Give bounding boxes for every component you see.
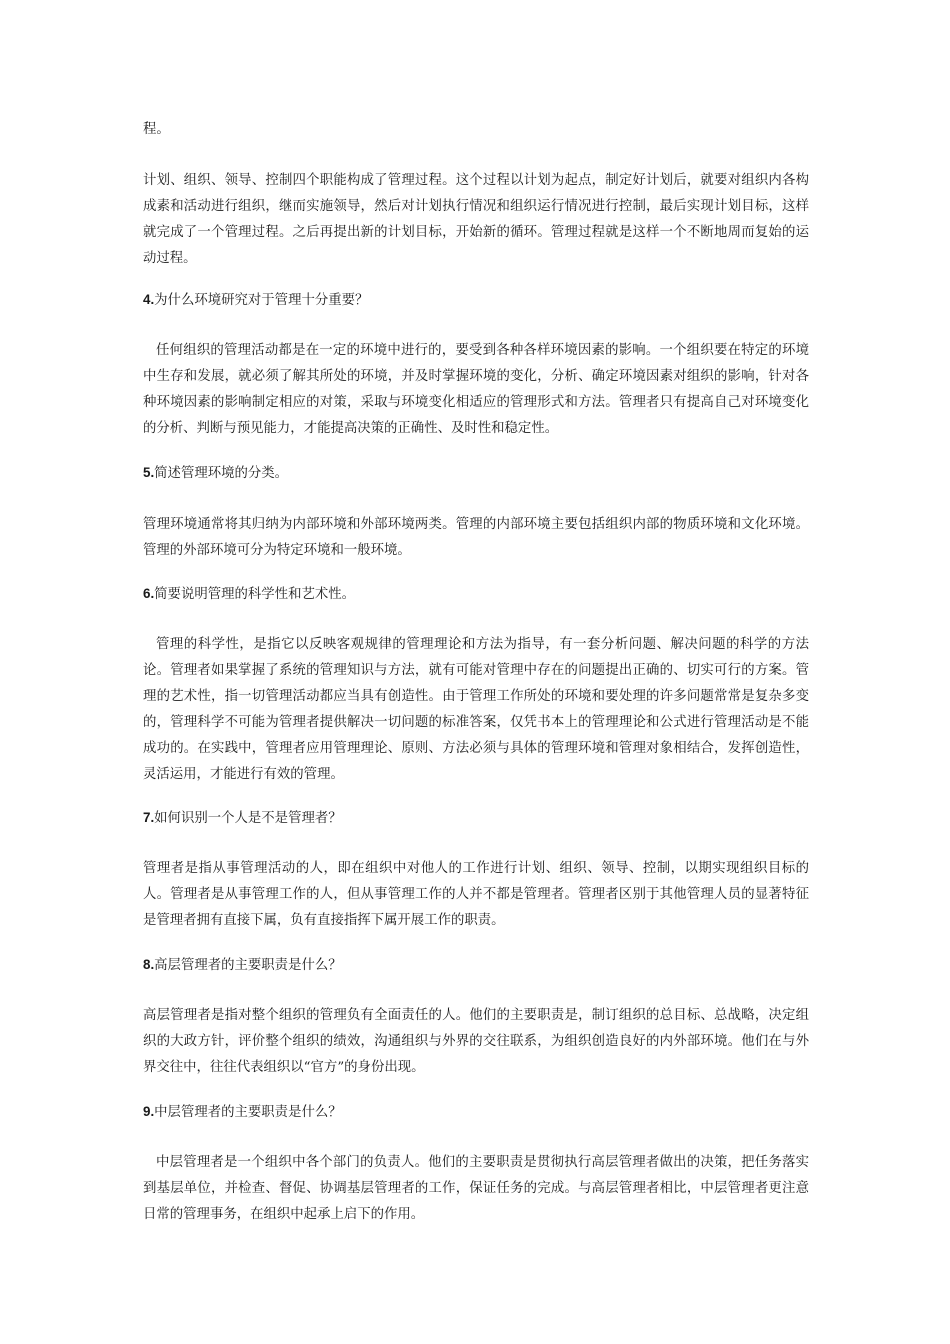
- answer-5-paragraph: 管理环境通常将其归纳为内部环境和外部环境两类。管理的内部环境主要包括组织内部的物质环境和文化环境。管理的外部环境可分为特定环境和一般环境。: [143, 517, 809, 558]
- answer-4-paragraph: 任何组织的管理活动都是在一定的环境中进行的，要受到各种各样环境因素的影响。一个组织要在特定的环境中生存和发展，就必须了解其所处的环境，并及时掌握环境的变化，分析、确定环境因素对组织的影响，针对各种环境因素的影响制定相应的对策，采取与环境变化相适应的管理形式和方法。管理者只有提高自己对环境变化的分析、判断与预见能力，才能提高决策的正确性、及时性和稳定性。: [143, 343, 809, 436]
- question-number: 9.: [143, 1104, 155, 1119]
- question-text: 如何识别一个人是不是管理者？: [154, 811, 342, 826]
- question-7-heading: [143, 805, 809, 832]
- question-text: 高层管理者的主要职责是什么？: [154, 958, 342, 973]
- answer-6-paragraph: 管理的科学性，是指它以反映客观规律的管理理论和方法为指导，有一套分析问题、解决问题的科学的方法论。管理者如果掌握了系统的管理知识与方法，就有可能对管理中存在的问题提出正确的、切实可行的方案。管理的艺术性，指一切管理活动都应当具有创造性。由于管理工作所处的环境和要处理的许多问题常常是复杂多变的，管理科学不可能为管理者提供解决一切问题的标准答案，仅凭书本上的管理理论和公式进行管理活动是不能成功的。在实践中，管理者应用管理理论、原则、方法必须与具体的管理环境和管理对象相结合，发挥创造性，灵活运用，才能进行有效的管理。: [143, 637, 809, 782]
- question-text: 简述管理环境的分类。: [154, 466, 289, 481]
- question-number: 5.: [143, 465, 155, 480]
- answer-9-paragraph: 中层管理者是一个组织中各个部门的负责人。他们的主要职责是贯彻执行高层管理者做出的决策，把任务落实到基层单位，并检查、督促、协调基层管理者的工作，保证任务的完成。与高层管理者相比，中层管理者更注意日常的管理事务，在组织中起承上启下的作用。: [143, 1155, 809, 1222]
- paragraph-continuation: 程。: [143, 122, 170, 137]
- question-5-heading: [143, 460, 809, 487]
- question-text: 简要说明管理的科学性和艺术性。: [154, 587, 356, 602]
- question-text: 中层管理者的主要职责是什么？: [154, 1105, 342, 1120]
- question-6-heading: [143, 581, 809, 608]
- question-8-heading: [143, 952, 809, 979]
- answer-8-paragraph: 高层管理者是指对整个组织的管理负有全面责任的人。他们的主要职责是，制订组织的总目标、总战略，决定组织的大政方针，评价整个组织的绩效，沟通组织与外界的交往联系，为组织创造良好的内外部环境。他们在与外界交往中，往往代表组织以“官方”的身份出现。: [143, 1008, 809, 1075]
- paragraph-management-process: 计划、组织、领导、控制四个职能构成了管理过程。这个过程以计划为起点，制定好计划后，就要对组织内各构成素和活动进行组织，继而实施领导，然后对计划执行情况和组织运行情况进行控制，最后实现计划目标，这样就完成了一个管理过程。之后再提出新的计划目标，开始新的循环。管理过程就是这样一个不断地周而复始的运动过程。: [143, 173, 809, 266]
- question-4-heading: [143, 287, 809, 314]
- question-9-heading: [143, 1099, 809, 1126]
- question-number: 8.: [143, 957, 155, 972]
- question-number: 7.: [143, 810, 155, 825]
- question-text: 为什么环境研究对于管理十分重要？: [154, 293, 369, 308]
- question-number: 6.: [143, 586, 155, 601]
- answer-7-paragraph: 管理者是指从事管理活动的人，即在组织中对他人的工作进行计划、组织、领导、控制，以期实现组织目标的人。管理者是从事管理工作的人，但从事管理工作的人并不都是管理者。管理者区别于其他管理人员的显著特征是管理者拥有直接下属，负有直接指挥下属开展工作的职责。: [143, 861, 809, 928]
- question-number: 4.: [143, 292, 155, 307]
